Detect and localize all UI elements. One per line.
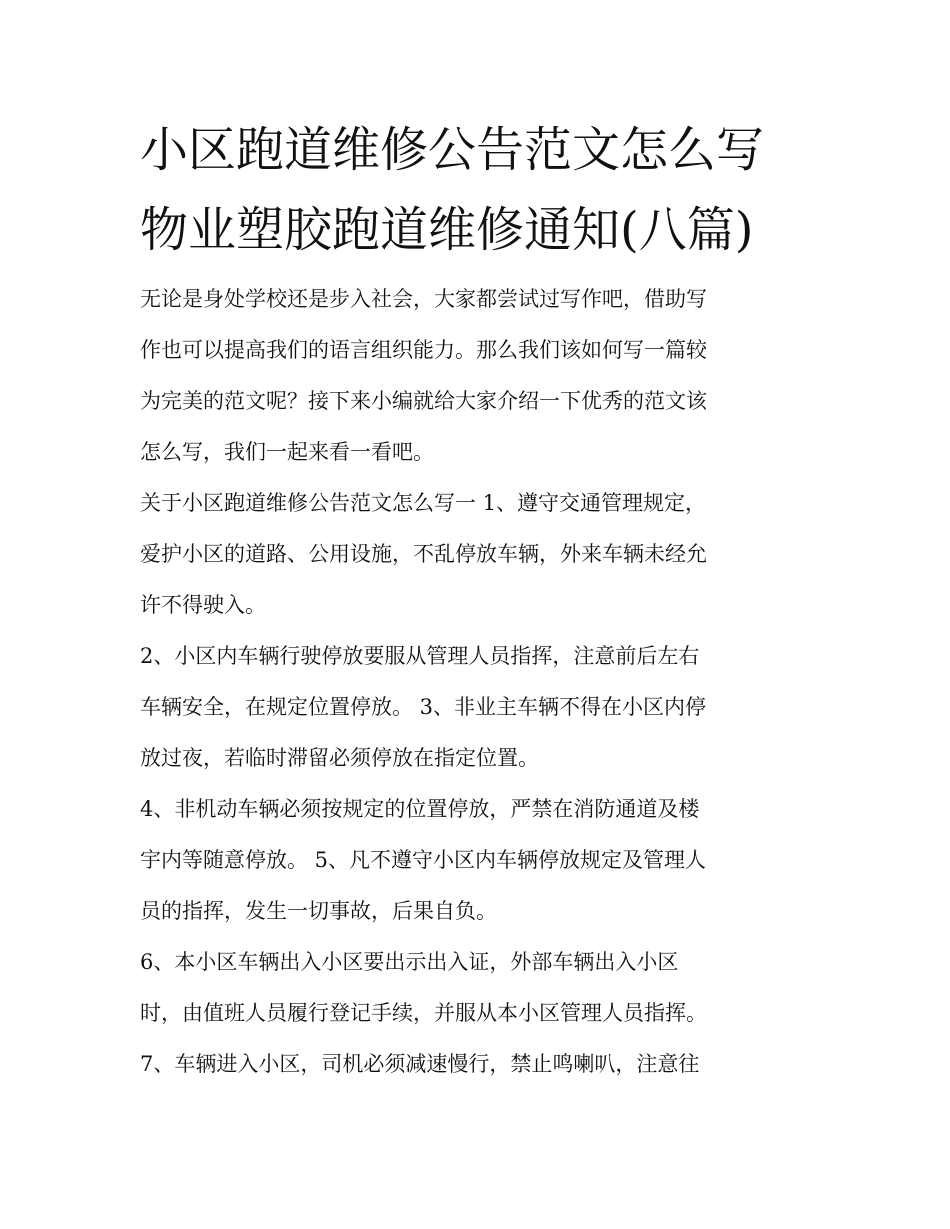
text-line: 员的指挥，发生一切事故，后果自负。 [140, 899, 497, 923]
text-line: 作也可以提高我们的语言组织能力。那么我们该如何写一篇较 [140, 338, 707, 362]
paragraph-rule-6 [140, 937, 820, 1039]
paragraph-rule-1 [140, 478, 820, 631]
title-line-1: 小区跑道维修公告范文怎么写 [140, 122, 765, 178]
paragraph-intro [140, 274, 820, 478]
text-line: 车辆安全，在规定位置停放。 3、非业主车辆不得在小区内停 [140, 695, 707, 719]
text-line: 怎么写，我们一起来看一看吧。 [140, 440, 434, 464]
text-line: 许不得驶入。 [140, 593, 266, 617]
text-line: 关于小区跑道维修公告范文怎么写一 1、遵守交通管理规定， [140, 491, 707, 515]
text-line: 无论是身处学校还是步入社会，大家都尝试过写作吧，借助写 [140, 287, 707, 311]
text-line: 6、本小区车辆出入小区要出示出入证，外部车辆出入小区 [140, 950, 679, 974]
page-title [140, 110, 820, 270]
paragraph-rule-4-5 [140, 784, 820, 937]
text-line: 2、小区内车辆行驶停放要服从管理人员指挥，注意前后左右 [140, 644, 700, 668]
document-body [140, 274, 820, 1090]
text-line: 为完美的范文呢？接下来小编就给大家介绍一下优秀的范文该 [140, 389, 707, 413]
text-line: 爱护小区的道路、公用设施，不乱停放车辆，外来车辆未经允 [140, 542, 707, 566]
text-line: 时，由值班人员履行登记手续，并服从本小区管理人员指挥。 [140, 1001, 707, 1025]
text-line: 7、车辆进入小区，司机必须减速慢行，禁止鸣喇叭，注意往 [140, 1052, 700, 1076]
text-line: 4、非机动车辆必须按规定的位置停放，严禁在消防通道及楼 [140, 797, 700, 821]
text-line: 宇内等随意停放。 5、凡不遵守小区内车辆停放规定及管理人 [140, 848, 707, 872]
text-line: 放过夜，若临时滞留必须停放在指定位置。 [140, 746, 539, 770]
title-line-2: 物业塑胶跑道维修通知(八篇) [140, 202, 754, 258]
paragraph-rule-2-3 [140, 631, 820, 784]
paragraph-rule-7 [140, 1039, 820, 1090]
